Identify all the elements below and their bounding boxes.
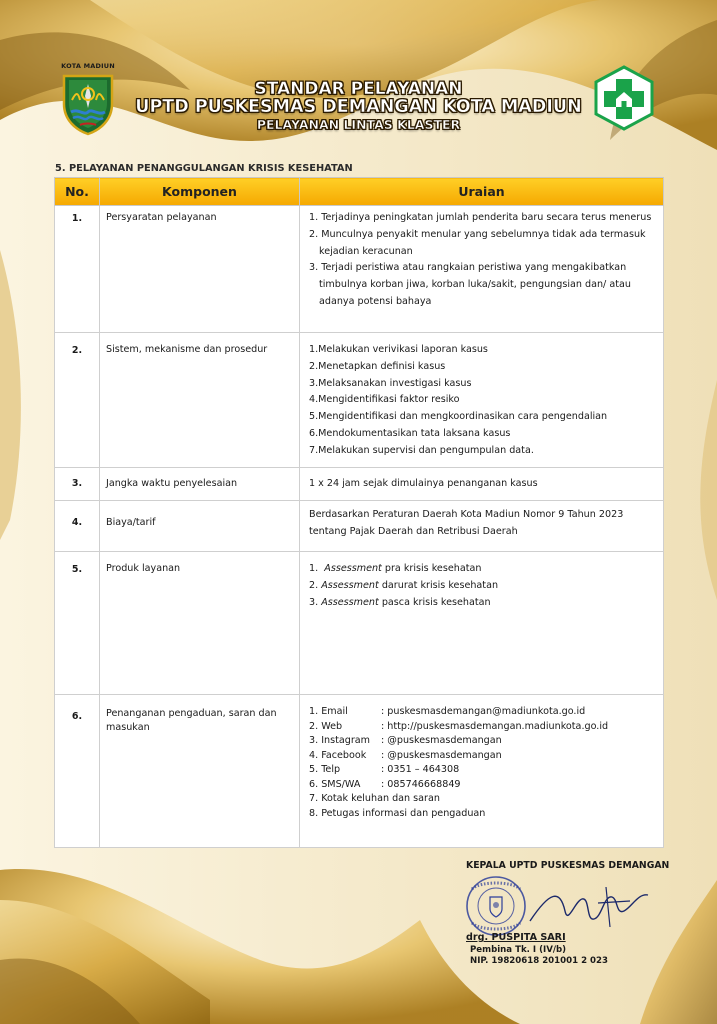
item-number: 1. [309,212,319,223]
row-uraian [300,333,664,468]
item-number: 1. [309,563,319,574]
contact-label: 5. Telp [309,764,341,775]
contact-label: 3. Instagram [309,735,371,746]
item-text: Terjadi peristiwa atau rangkaian peristiwa yang mengakibatkan timbulnya korban jiwa, korban luka/sakit, pengungsian dan/ atau adanya potensi bahaya [319,262,631,307]
puskesmas-cross-icon [592,65,656,131]
logo-caption: KOTA MADIUN [61,62,115,70]
product-item [309,561,655,578]
item-emphasis: Assessment [321,579,379,591]
contact-web[interactable]: : http://puskesmasdemangan.madiunkota.go.id [381,720,609,732]
table-row [55,695,664,848]
signature-title: KEPALA UPTD PUSKESMAS DEMANGAN [466,860,670,871]
contact-label: 4. Facebook [309,749,367,761]
row-uraian [300,695,664,848]
row-komponen: Jangka waktu penyelesaian [100,468,300,501]
item-number: 2. [309,579,319,591]
contact-instagram: : @puskesmasdemangan [381,735,502,746]
item-emphasis: Assessment [324,563,382,574]
row-number: 5. [55,552,100,695]
item-text: pra krisis kesehatan [381,563,482,574]
header-komponen: Komponen [100,178,300,206]
contact-extra: 7. Kotak keluhan dan saran [309,793,440,804]
header-line-3: PELAYANAN LINTAS KLASTER [256,117,461,133]
item-number: 2. [309,228,319,240]
contact-facebook: : @puskesmasdemangan [381,749,502,761]
item-number: 3. [309,262,319,274]
requirement-list [309,210,655,311]
header-no: No. [55,178,100,206]
row-uraian [300,206,664,333]
contact-telp: : 0351 – 464308 [381,764,460,775]
table-row [55,468,664,501]
table-row [55,501,664,552]
contact-sms-wa: : 085746668849 [381,778,461,790]
item-text: pasca krisis kesehatan [378,596,491,608]
contact-label: 1. Email [309,706,348,717]
row-number: 2. [55,333,100,468]
procedure-line: 5.Mengidentifikasi dan mengkoordinasikan cara pengendalian [309,411,608,423]
section-title: 5. PELAYANAN PENANGGULANGAN KRISIS KESEHATAN [55,163,353,174]
row-komponen: Persyaratan pelayanan [100,206,300,333]
list-item [309,210,655,227]
contact-email[interactable]: : puskesmasdemangan@madiunkota.go.id [381,706,586,717]
row-komponen: Produk layanan [100,552,300,695]
procedure-line: 3.Melaksanakan investigasi kasus [309,377,472,389]
row-number: 1. [55,206,100,333]
signature-scribble-icon [520,881,660,933]
contact-label: 2. Web [309,720,343,732]
row-uraian [300,552,664,695]
procedure-line: 1.Melakukan verivikasi laporan kasus [309,344,488,355]
header-uraian: Uraian [300,178,664,206]
kota-madiun-crest-icon [58,70,118,136]
puskesmas-logo [592,65,656,131]
signatory-name: drg. PUSPITA SARI [466,932,566,943]
row-komponen: Penanganan pengaduan, saran dan masukan [100,695,300,848]
procedure-line: 4.Mengidentifikasi faktor resiko [309,394,460,406]
procedure-line: 6.Mendokumentasikan tata laksana kasus [309,427,511,439]
row-number: 3. [55,468,100,501]
row-komponen: Sistem, mekanisme dan prosedur [100,333,300,468]
row-uraian: 1 x 24 jam sejak dimulainya penanganan kasus [300,468,664,501]
product-item [309,595,655,612]
procedure-line: 2.Menetapkan definisi kasus [309,360,446,372]
row-uraian: Berdasarkan Peraturan Daerah Kota Madiun Nomor 9 Tahun 2023 tentang Pajak Daerah dan Retribusi Daerah [300,501,664,552]
item-emphasis: Assessment [321,596,379,608]
list-item [309,260,655,310]
header-line-2: UPTD PUSKESMAS DEMANGAN KOTA MADIUN [135,97,582,118]
header-line-1: STANDAR PELAYANAN [254,79,463,99]
signature-block [450,855,680,975]
item-text: Munculnya penyakit menular yang sebelumnya tidak ada termasuk kejadian keracunan [319,228,646,257]
item-text: Terjadinya peningkatan jumlah penderita baru secara terus menerus [321,212,652,223]
item-text: darurat krisis kesehatan [378,579,499,591]
product-item [309,578,655,595]
procedure-line: 7.Melakukan supervisi dan pengumpulan data. [309,444,534,456]
header-title-block [130,80,587,132]
item-number: 3. [309,596,319,608]
table-row [55,552,664,695]
row-number: 4. [55,501,100,552]
contact-list [309,705,655,821]
table-row [55,333,664,468]
row-komponen: Biaya/tarif [100,501,300,552]
list-item [309,227,655,261]
table-row [55,206,664,333]
signatory-nip: NIP. 19820618 201001 2 023 [470,956,608,966]
table-header-row [55,178,664,206]
service-standard-table [54,177,664,848]
kota-madiun-logo [58,62,118,134]
signatory-rank: Pembina Tk. I (IV/b) [470,945,567,955]
contact-extra: 8. Petugas informasi dan pengaduan [309,807,486,819]
row-number: 6. [55,695,100,848]
contact-label: 6. SMS/WA [309,778,361,790]
